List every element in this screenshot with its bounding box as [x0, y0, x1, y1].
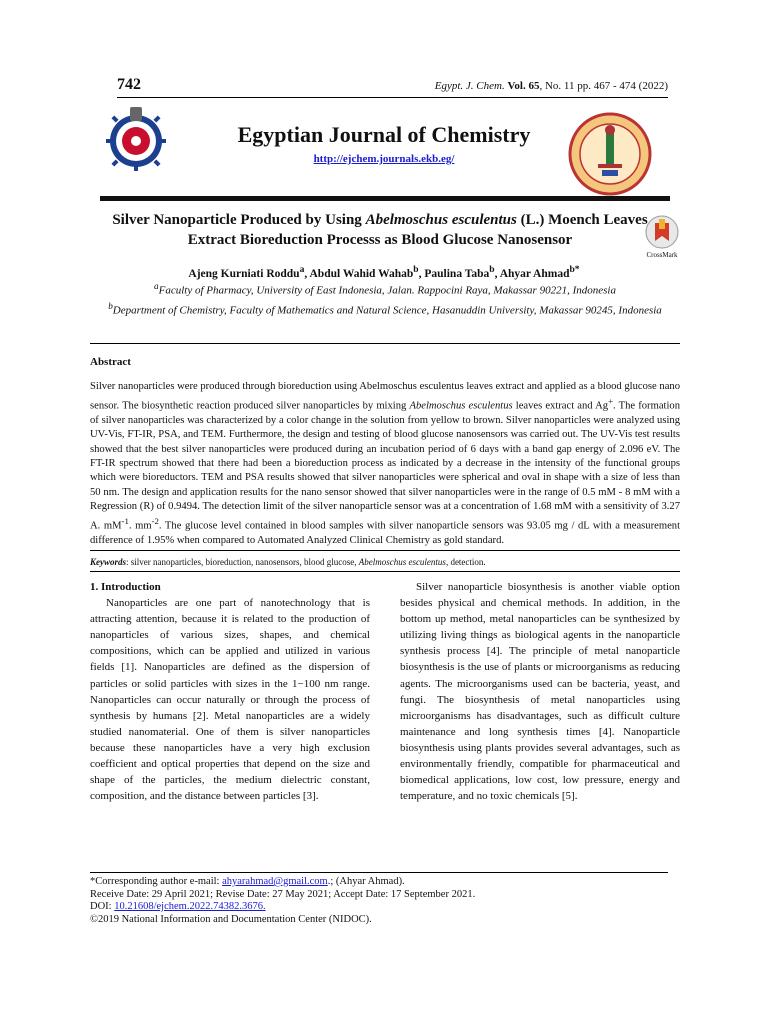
author-sep: , [418, 267, 425, 280]
copyright: ©2019 National Information and Documentation Center (NIDOC). [90, 913, 372, 925]
journal-url-link[interactable]: http://ejchem.journals.ekb.eg/ [313, 153, 455, 165]
abstract-text: . The glucose level contained in blood samples with silver nanoparticle sensors was 93.05 mg / dL with a measurement difference of 1.95% when compared to Automated Analyzed Clinical Chemistry as gold standard. [90, 520, 681, 547]
intro-left-column [90, 579, 370, 804]
author-list [0, 264, 768, 280]
doi-link[interactable]: 10.21608/ejchem.2022.74382.3676. [114, 901, 266, 912]
keywords-end: , detection. [445, 557, 486, 567]
affiliation-a [90, 279, 680, 299]
abstract-rule [90, 343, 680, 344]
keywords-species: Abelmoschus esculentus [358, 557, 446, 567]
abstract-sup: + [608, 396, 614, 407]
intro-right-column [400, 579, 680, 804]
volume-label: Vol. 65 [507, 80, 540, 92]
abstract-body [90, 380, 680, 548]
corr-suffix: .; (Ahyar Ahmad). [327, 876, 405, 887]
corr-email-link[interactable]: ahyarahmad@gmail.com [222, 876, 328, 887]
issue-pages: , No. 11 pp. 467 - 474 (2022) [539, 80, 668, 92]
intro-paragraph-right: Silver nanoparticle biosynthesis is another viable option besides physical and chemical methods. In addition, in the bottom up method, metal nanoparticles can be synthesized by utilizing living things as biological agents in the nanoparticle synthesis process [4]. The principle of metal nanoparticle biosynthesis is the use of plants or microorganisms as reducing agents. The microorganisms used can be bacteria, yeast, and fungi. The biosynthesis of metal nanoparticles using microorganisms has disadvantages, such as difficult culture maintenance and long synthesis times [4]. Nanoparticle biosynthesis using plants provides several advantages, such as environmentally friendly, compatible for pharmaceutical and biomedical applications, low cost, low pressure, energy and temperature, and no toxic chemicals [5]. [400, 581, 680, 803]
author-sup: b* [569, 264, 580, 275]
abstract-species: Abelmoschus esculentus [409, 400, 513, 412]
article-title [90, 210, 670, 250]
corresponding-author [90, 876, 680, 889]
journal-title: Egyptian Journal of Chemistry [237, 122, 531, 147]
journal-url [0, 153, 768, 165]
affil-text: Faculty of Pharmacy, University of East Indonesia, Jalan. Rappocini Raya, Makassar 90221, Indonesia [158, 284, 616, 297]
abstract-text: leaves extract and Ag [512, 400, 609, 412]
page-number: 742 [117, 76, 141, 93]
chemical-society-seal-icon [568, 110, 652, 198]
author-sup: b [413, 264, 419, 275]
masthead-rule [100, 196, 670, 201]
header-rule [117, 97, 668, 98]
author-name: Ahyar Ahmad [499, 267, 570, 280]
crossmark-badge[interactable] [640, 215, 684, 259]
title-text-1: Silver Nanoparticle Produced by Using [112, 212, 366, 228]
author-name: Abdul Wahid Wahab [309, 267, 414, 280]
title-species: Abelmoschus esculentus [365, 212, 517, 228]
abstract-text: . The formation of silver nanoparticles was characterized by a color change in the solution from yellow to brown. Silver nanoparticles were analyzed using UV-Vis, FT-IR, PSA, and TEM. Furthermore, the design and testing of blood glucose nanosensors was carried out. The UV-Vis test results showed that the best silver nanoparticles were produced during an incubation period of 6 days with a band gap energy of 2.096 eV. The FT-IR spectrum showed that there had been a bioreduction process as indicated by a decrease in the intensity of the functional groups which were bioreductors. TEM and PSA results showed that silver nanoparticles were spherical and oval in shape with a size of less than 50 nm. The design and application results for the nano sensor showed that silver nanoparticles were in the range of 0.5 mM - 8 mM with a Regression (R) of 0.9494. The detection limit of the silver nanoparticle sensor was at a concentration of 1.68 mM with a sensitivity of 3.27 A. mM [90, 400, 680, 532]
footnote-rule [90, 872, 668, 873]
crossmark-icon [645, 215, 679, 249]
abstract-heading: Abstract [90, 356, 131, 368]
corr-prefix: *Corresponding author e-mail: [90, 876, 223, 887]
crossmark-label: CrossMark [646, 251, 678, 259]
intro-paragraph-left: Nanoparticles are one part of nanotechnology that is attracting attention, because it is related to the production of nanoparticles of various sizes, shapes, and chemical compositions, which can be applied and utilized in various fields [1]. Nanoparticles are defined as the dispersion of particles or solid particles with sizes in the 1−100 nm range. Nanoparticles can occur naturally or through the process of synthesis by humans [2]. Metal nanoparticles are a widely studied nanomaterial. One of them is silver nanoparticles because these nanoparticles have a very high exclusion coefficient and optical properties that depend on the size and shape of the particles, the medium dielectric constant, composition, and the distance between particles [3]. [90, 597, 370, 803]
author-sep: , [304, 267, 310, 280]
section-heading: 1. Introduction [90, 581, 161, 593]
abstract-text: . mm [128, 520, 152, 532]
journal-abbrev: Egypt. J. Chem. [434, 80, 505, 92]
affil-sup: b [108, 300, 113, 311]
title-text-2: (L.) Moench Leaves Extract Bioreduction Processs as Blood Glucose Nanosensor [187, 212, 648, 248]
author-name: Paulina Taba [424, 267, 490, 280]
keywords-rule-bottom [90, 571, 680, 572]
abstract-sup: -1 [121, 516, 129, 527]
abstract-sup: -2 [151, 516, 159, 527]
keywords [90, 557, 680, 567]
running-header-citation [435, 80, 668, 92]
affiliations [90, 279, 680, 318]
footnotes [90, 876, 680, 926]
author-sup: a [299, 264, 305, 275]
abstract-text: Silver nanoparticles were produced through bioreduction using Abelmoschus esculentus leaves extract and applied as a blood glucose nano sensor. The biosynthetic reaction produced silver nanoparticles by mixing [90, 381, 680, 412]
keywords-label: Keywords [90, 557, 126, 567]
keywords-text: : silver nanoparticles, bioreduction, nanosensors, blood glucose, [126, 557, 359, 567]
article-dates: Receive Date: 29 April 2021; Revise Date: 27 May 2021; Accept Date: 17 September 2021. [90, 888, 476, 900]
doi-line [90, 901, 680, 914]
author-name: Ajeng Kurniati Roddu [188, 267, 300, 280]
author-sup: b [489, 264, 495, 275]
affil-sup: a [154, 281, 159, 291]
affiliation-b [90, 299, 680, 319]
doi-prefix: DOI: [90, 901, 115, 912]
keywords-rule-top [90, 550, 680, 551]
author-sep: , [494, 267, 500, 280]
affil-text: Department of Chemistry, Faculty of Mathematics and Natural Science, Hasanuddin University, Makassar 90245, Indonesia [112, 304, 662, 317]
